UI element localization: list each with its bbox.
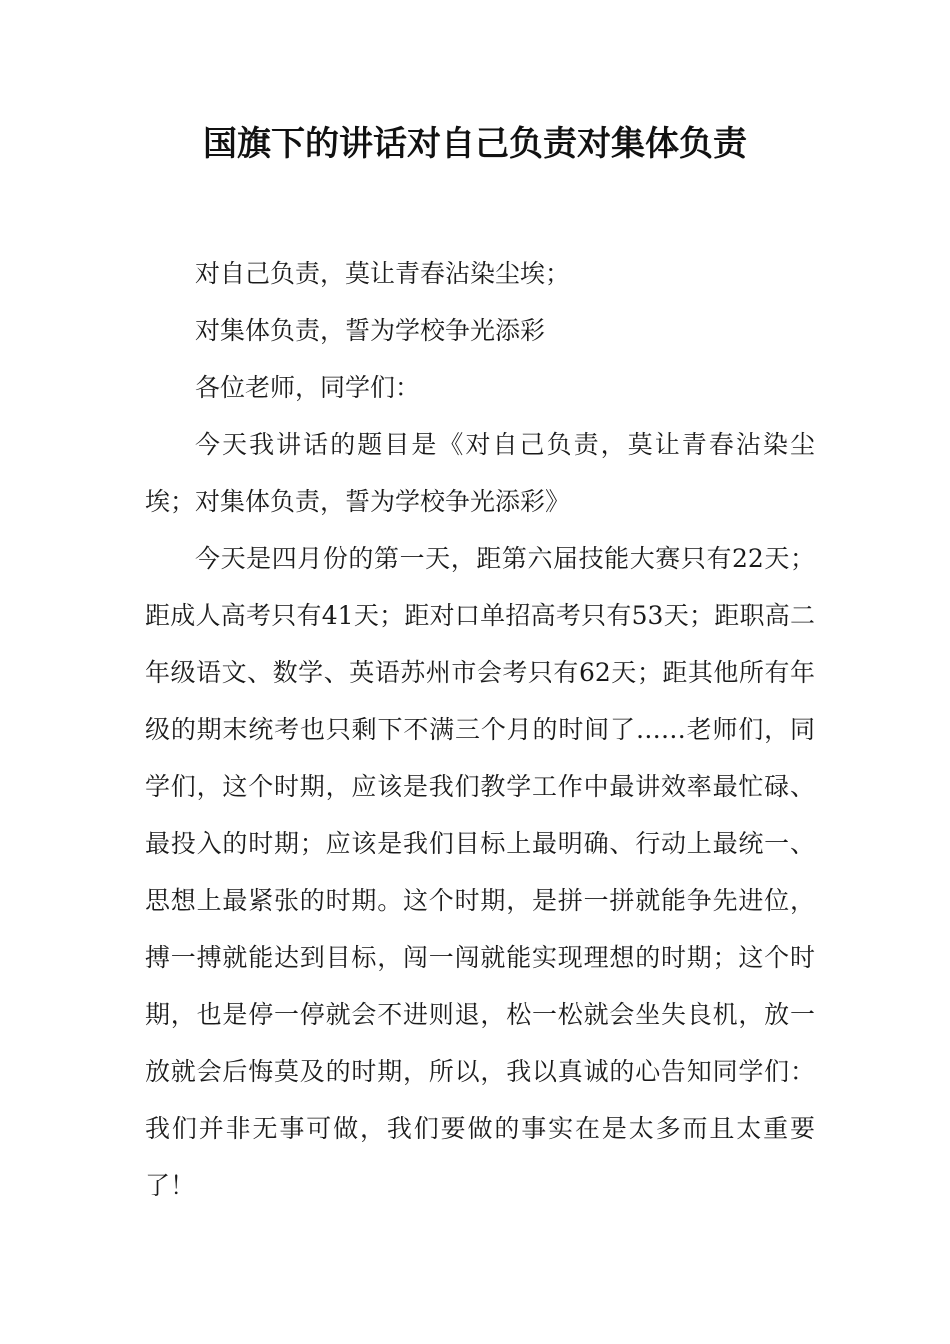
paragraph-topic: 今天我讲话的题目是《对自己负责，莫让青春沾染尘埃；对集体负责，誓为学校争光添彩》 xyxy=(145,430,815,516)
document-title: 国旗下的讲话对自己负责对集体负责 xyxy=(203,124,747,164)
document-body xyxy=(145,245,815,1214)
paragraph-subtitle-1: 对自己负责，莫让青春沾染尘埃； xyxy=(195,259,571,288)
paragraph-main: 今天是四月份的第一天，距第六届技能大赛只有22天；距成人高考只有41天；距对口单招高考只有53天；距职高二年级语文、数学、英语苏州市会考只有62天；距其他所有年级的期末统考也只剩下不满三个月的时间了……老师们，同学们，这个时期，应该是我们教学工作中最讲效率最忙碌、最投入的时期；应该是我们目标上最明确、行动上最统一、思想上最紧张的时期。这个时期，是拼一拼就能争先进位，搏一搏就能达到目标，闯一闯就能实现理想的时期；这个时期，也是停一停就会不进则退，松一松就会坐失良机，放一放就会后悔莫及的时期，所以，我以真诚的心告知同学们：我们并非无事可做，我们要做的事实在是太多而且太重要了！ xyxy=(145,544,815,1200)
paragraph-subtitle-2: 对集体负责，誓为学校争光添彩 xyxy=(195,316,546,345)
paragraph-greeting: 各位老师，同学们： xyxy=(195,373,421,402)
